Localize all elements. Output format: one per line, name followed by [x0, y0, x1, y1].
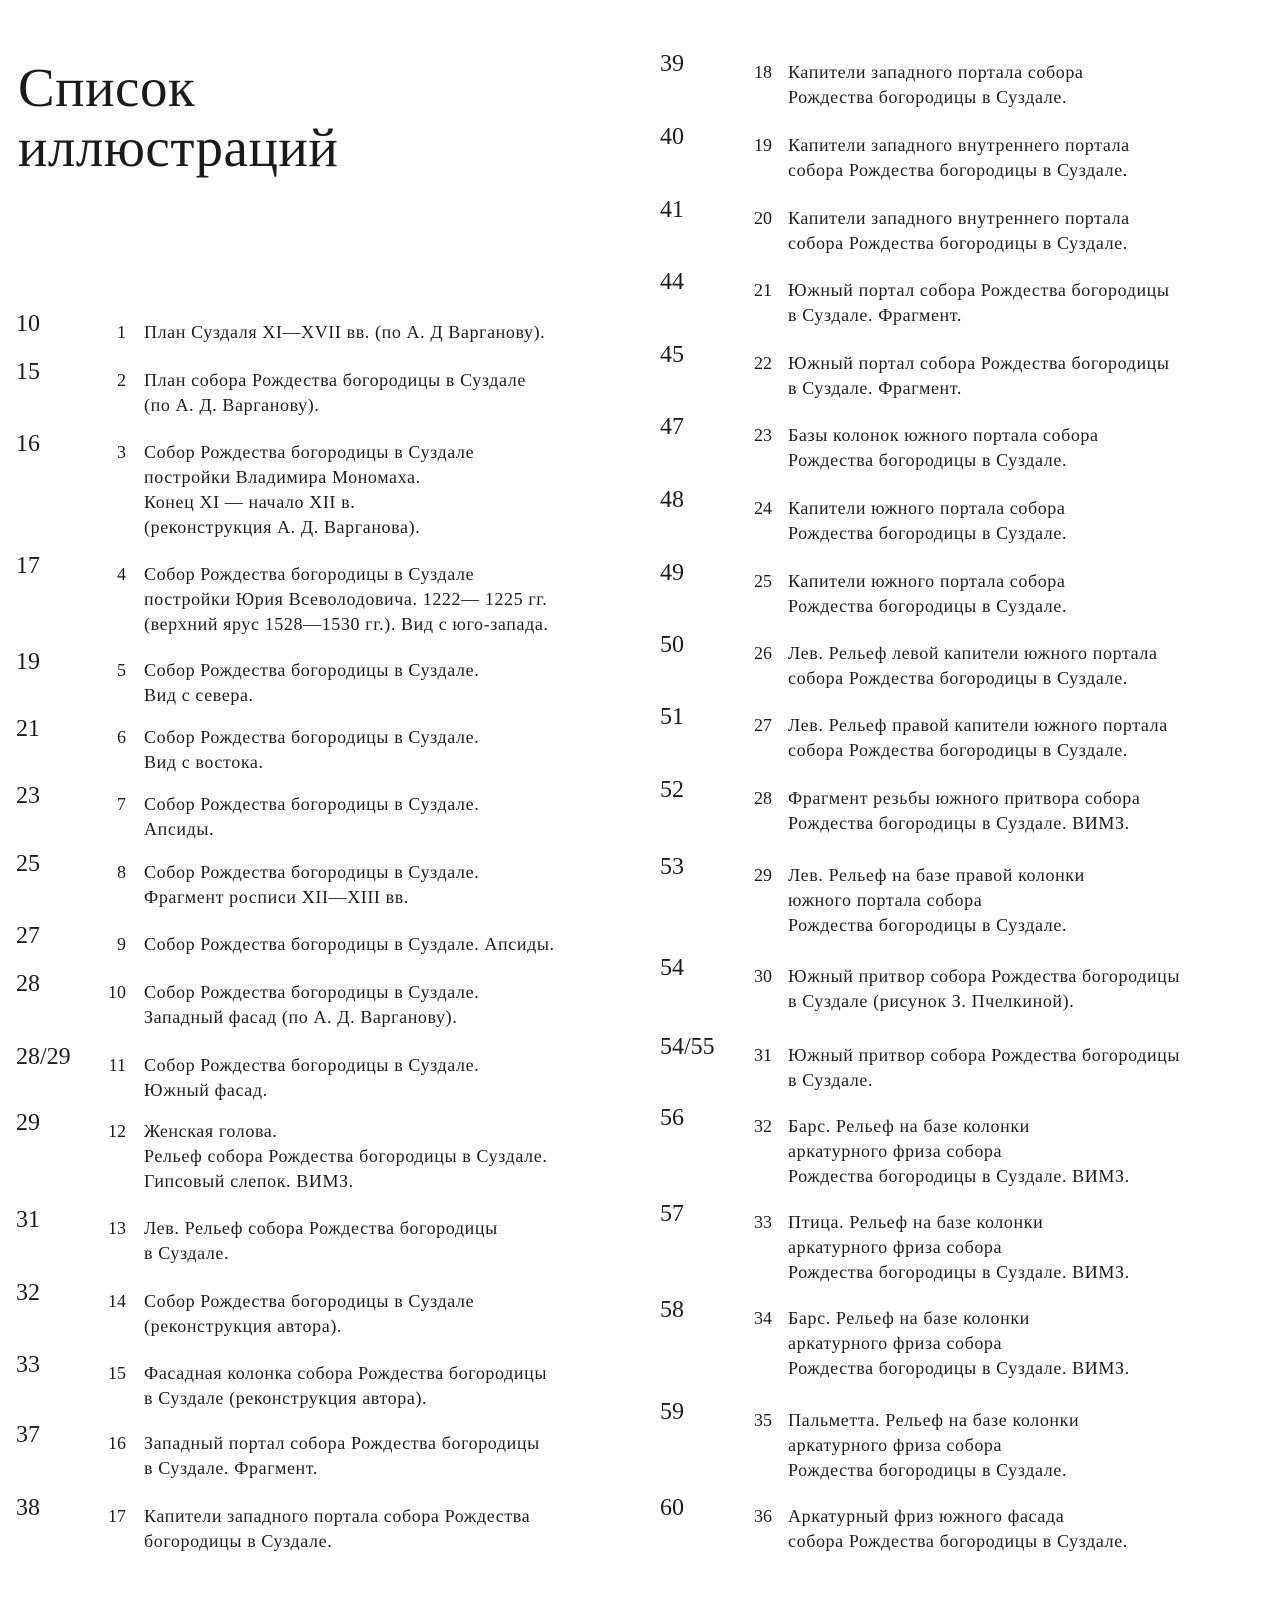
- title-line-2: иллюстраций: [18, 117, 339, 178]
- illustration-number: 25: [754, 571, 772, 591]
- illustration-number: 24: [754, 498, 772, 518]
- page-number: 40: [660, 124, 684, 150]
- illustration-number: 35: [754, 1410, 772, 1430]
- illustration-caption: План Суздаля XI—XVII вв. (по А. Д Варганову).: [144, 322, 546, 342]
- illustration-caption: Собор Рождества богородицы в Суздале постройки Владимира Мономаха. Конец XI — начало XII в. (реконструкция А. Д. Варганова).: [144, 442, 475, 537]
- page-number: 53: [660, 854, 684, 880]
- illustration-number: 13: [108, 1218, 126, 1238]
- illustration-number: 22: [754, 353, 772, 373]
- page-number: 52: [660, 777, 684, 803]
- illustration-number: 30: [754, 966, 772, 986]
- page-number: 51: [660, 704, 684, 730]
- illustration-number: 9: [117, 934, 126, 954]
- illustration-caption: Собор Рождества богородицы в Суздале. Южный фасад.: [144, 1055, 480, 1100]
- page-number: 39: [660, 51, 684, 77]
- illustration-caption: Западный портал собора Рождества богородицы в Суздале. Фрагмент.: [144, 1433, 540, 1478]
- page-number: 48: [660, 487, 684, 513]
- page-number: 59: [660, 1399, 684, 1425]
- illustration-number: 17: [108, 1506, 126, 1526]
- illustration-number: 18: [754, 62, 772, 82]
- page-number: 58: [660, 1297, 684, 1323]
- page-number: 54/55: [660, 1034, 715, 1060]
- illustration-number: 36: [754, 1506, 772, 1526]
- page-number: 38: [16, 1495, 40, 1521]
- illustration-number: 26: [754, 643, 772, 663]
- page-number: 31: [16, 1207, 40, 1233]
- illustration-caption: Собор Рождества богородицы в Суздале. Апсиды.: [144, 794, 480, 839]
- page-number: 41: [660, 197, 684, 223]
- page-number: 29: [16, 1110, 40, 1136]
- page-number: 47: [660, 414, 684, 440]
- illustration-caption: Лев. Рельеф на базе правой колонки южного портала собора Рождества богородицы в Суздале.: [788, 865, 1085, 935]
- illustration-caption: Фасадная колонка собора Рождества богородицы в Суздале (реконструкция автора).: [144, 1363, 548, 1408]
- illustration-number: 20: [754, 208, 772, 228]
- illustration-number: 32: [754, 1116, 772, 1136]
- page-number: 49: [660, 560, 684, 586]
- illustration-caption: Лев. Рельеф левой капители южного портала собора Рождества богородицы в Суздале.: [788, 643, 1158, 688]
- page-number: 50: [660, 632, 684, 658]
- illustration-caption: Собор Рождества богородицы в Суздале. Апсиды.: [144, 934, 555, 954]
- page-number: 16: [16, 431, 40, 457]
- page-number: 17: [16, 553, 40, 579]
- illustration-caption: Капители западного внутреннего портала собора Рождества богородицы в Суздале.: [788, 135, 1130, 180]
- illustration-number: 8: [117, 862, 126, 882]
- illustration-caption: Южный притвор собора Рождества богородицы в Суздале.: [788, 1045, 1181, 1090]
- illustration-number: 3: [117, 442, 126, 462]
- illustration-caption: Капители южного портала собора Рождества богородицы в Суздале.: [788, 571, 1068, 616]
- page-number: 37: [16, 1422, 40, 1448]
- illustration-number: 27: [754, 715, 772, 735]
- illustration-number: 10: [108, 982, 126, 1002]
- illustration-caption: Южный портал собора Рождества богородицы в Суздале. Фрагмент.: [788, 280, 1170, 325]
- page-number: 44: [660, 269, 684, 295]
- illustration-caption: Собор Рождества богородицы в Суздале. Вид с востока.: [144, 727, 480, 772]
- illustration-number: 21: [754, 280, 772, 300]
- illustration-number: 2: [117, 370, 126, 390]
- illustration-caption: Собор Рождества богородицы в Суздале. Западный фасад (по А. Д. Варганову).: [144, 982, 480, 1027]
- illustration-caption: План собора Рождества богородицы в Суздале (по А. Д. Варганову).: [144, 370, 526, 415]
- page-number: 10: [16, 311, 40, 337]
- illustration-number: 12: [108, 1121, 126, 1141]
- illustration-caption: Фрагмент резьбы южного притвора собора Рождества богородицы в Суздале. ВИМЗ.: [788, 788, 1141, 833]
- page-number: 32: [16, 1280, 40, 1306]
- page-number: 23: [16, 783, 40, 809]
- illustration-caption: Аркатурный фриз южного фасада собора Рождества богородицы в Суздале.: [788, 1506, 1128, 1551]
- page-number: 60: [660, 1495, 684, 1521]
- page-number: 56: [660, 1105, 684, 1131]
- illustration-number: 33: [754, 1212, 772, 1232]
- illustration-caption: Базы колонок южного портала собора Рождества богородицы в Суздале.: [788, 425, 1099, 470]
- illustration-caption: Капители западного портала собора Рождества богородицы в Суздале.: [788, 62, 1084, 107]
- page-number: 33: [16, 1352, 40, 1378]
- illustration-number: 15: [108, 1363, 126, 1383]
- page-number: 25: [16, 851, 40, 877]
- illustration-number: 34: [754, 1308, 772, 1328]
- illustration-number: 11: [108, 1055, 126, 1075]
- illustration-caption: Капители южного портала собора Рождества богородицы в Суздале.: [788, 498, 1068, 543]
- illustration-caption: Южный притвор собора Рождества богородицы в Суздале (рисунок З. Пчелкиной).: [788, 966, 1181, 1011]
- illustration-number: 29: [754, 865, 772, 885]
- page-number: 28/29: [16, 1044, 71, 1070]
- illustration-number: 19: [754, 135, 772, 155]
- illustration-caption: Собор Рождества богородицы в Суздале. Фрагмент росписи XII—XIII вв.: [144, 862, 480, 907]
- illustration-caption: Южный портал собора Рождества богородицы в Суздале. Фрагмент.: [788, 353, 1170, 398]
- illustration-caption: Барс. Рельеф на базе колонки аркатурного фриза собора Рождества богородицы в Суздале. ВИМЗ.: [788, 1116, 1130, 1186]
- page-number: 54: [660, 955, 684, 981]
- illustration-number: 28: [754, 788, 772, 808]
- illustration-number: 5: [117, 660, 126, 680]
- page-number: 45: [660, 342, 684, 368]
- illustration-number: 1: [117, 322, 126, 342]
- page-number: 27: [16, 923, 40, 949]
- illustration-number: 7: [117, 794, 126, 814]
- illustration-number: 31: [754, 1045, 772, 1065]
- illustration-caption: Лев. Рельеф собора Рождества богородицы в Суздале.: [144, 1218, 498, 1263]
- illustration-caption: Собор Рождества богородицы в Суздале (реконструкция автора).: [144, 1291, 475, 1336]
- illustration-caption: Пальметта. Рельеф на базе колонки аркатурного фриза собора Рождества богородицы в Суздале.: [788, 1410, 1080, 1480]
- illustration-number: 4: [117, 564, 126, 584]
- illustration-number: 23: [754, 425, 772, 445]
- page-number: 15: [16, 359, 40, 385]
- illustration-caption: Женская голова. Рельеф собора Рождества богородицы в Суздале. Гипсовый слепок. ВИМЗ.: [144, 1121, 548, 1191]
- title-line-1: Список: [18, 57, 196, 118]
- illustration-number: 6: [117, 727, 126, 747]
- illustration-caption: Капители западного портала собора Рождества богородицы в Суздале.: [144, 1506, 531, 1551]
- page-number: 19: [16, 649, 40, 675]
- illustration-caption: Птица. Рельеф на базе колонки аркатурного фриза собора Рождества богородицы в Суздале. ВИМЗ.: [788, 1212, 1130, 1282]
- illustration-caption: Собор Рождества богородицы в Суздале. Вид с севера.: [144, 660, 480, 705]
- illustration-caption: Барс. Рельеф на базе колонки аркатурного фриза собора Рождества богородицы в Суздале. ВИМЗ.: [788, 1308, 1130, 1378]
- illustration-number: 16: [108, 1433, 126, 1453]
- illustration-caption: Собор Рождества богородицы в Суздале постройки Юрия Всеволодовича. 1222— 1225 гг. (верхний ярус 1528—1530 гг.). Вид с юго-запада.: [144, 564, 549, 634]
- illustration-number: 14: [108, 1291, 126, 1311]
- page-number: 57: [660, 1201, 684, 1227]
- page-number: 21: [16, 716, 40, 742]
- page-title: [18, 58, 338, 178]
- page-number: 28: [16, 971, 40, 997]
- illustration-caption: Капители западного внутреннего портала собора Рождества богородицы в Суздале.: [788, 208, 1130, 253]
- illustration-caption: Лев. Рельеф правой капители южного портала собора Рождества богородицы в Суздале.: [788, 715, 1168, 760]
